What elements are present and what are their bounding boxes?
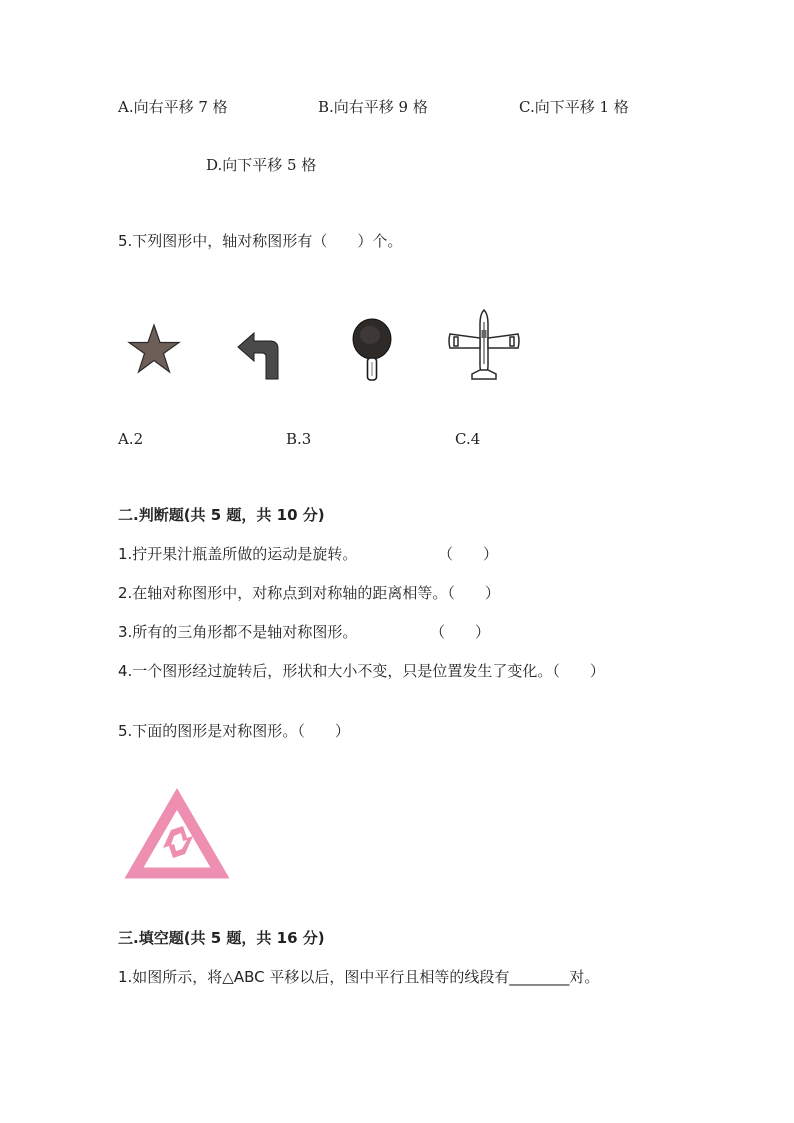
ping-pong-paddle-icon: [350, 318, 394, 382]
sign-icon: [131, 796, 223, 876]
judge-item-5: 5.下面的图形是对称图形。（ ）: [118, 722, 350, 740]
question-5: 5.下列图形中，轴对称图形有（ ）个。: [118, 232, 403, 250]
turn-left-arrow-icon: [236, 331, 284, 381]
judge-item-1: 1.拧开果汁瓶盖所做的运动是旋转。: [118, 545, 358, 563]
option-a: A.向右平移 7 格: [118, 98, 228, 116]
section-3-heading: 三.填空题(共 5 题，共 16 分): [118, 929, 325, 947]
section-2-heading: 二.判断题(共 5 题，共 10 分): [118, 506, 325, 524]
judge-item-2: 2.在轴对称图形中，对称点到对称轴的距离相等。（ ）: [118, 584, 500, 602]
option-c: C.向下平移 1 格: [519, 98, 629, 116]
judge-item-1-blank: （ ）: [438, 545, 499, 563]
q5-option-c: C.4: [455, 430, 481, 448]
q5-option-b: B.3: [286, 430, 312, 448]
q5-option-a: A.2: [118, 430, 144, 448]
airplane-icon: [446, 308, 522, 384]
fill-question-1: 1.如图所示，将△ABC 平移以后，图中平行且相等的线段有________对。: [118, 968, 600, 986]
star-icon: [128, 324, 180, 374]
option-d: D.向下平移 5 格: [206, 156, 317, 174]
judge-item-4: 4.一个图形经过旋转后，形状和大小不变，只是位置发生了变化。（ ）: [118, 662, 605, 680]
judge-item-3-blank: （ ）: [430, 623, 491, 641]
judge-item-3: 3.所有的三角形都不是轴对称图形。: [118, 623, 358, 641]
option-b: B.向右平移 9 格: [318, 98, 428, 116]
